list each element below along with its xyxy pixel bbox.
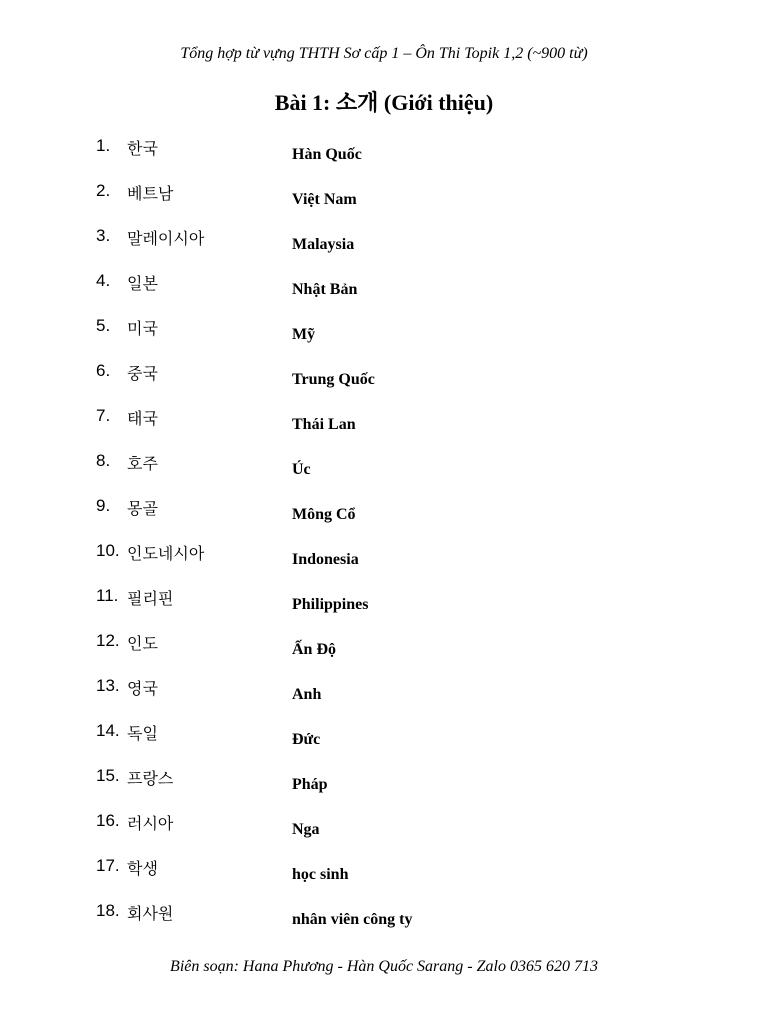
vocab-row <box>0 136 768 181</box>
vietnamese-meaning: học sinh <box>292 866 349 883</box>
korean-word: 태국 <box>127 409 158 428</box>
vietnamese-meaning: Ấn Độ <box>292 641 337 658</box>
vietnamese-meaning: Thái Lan <box>292 416 356 433</box>
vocab-row <box>0 676 768 721</box>
vocab-number: 8. <box>96 451 111 470</box>
korean-word: 베트남 <box>127 184 174 203</box>
vocab-row <box>0 856 768 901</box>
vietnamese-meaning: Nhật Bản <box>292 281 358 298</box>
page-header: Tổng hợp từ vựng THTH Sơ cấp 1 – Ôn Thi Topik 1,2 (~900 từ) <box>180 45 588 62</box>
vocab-number: 4. <box>96 271 111 290</box>
vocab-row <box>0 766 768 811</box>
vocab-number: 17. <box>96 856 120 875</box>
korean-word: 회사원 <box>127 904 174 923</box>
vocab-number: 12. <box>96 631 120 650</box>
vietnamese-meaning: Mông Cổ <box>292 506 356 523</box>
vietnamese-meaning: Mỹ <box>292 326 316 343</box>
korean-word: 영국 <box>127 679 158 698</box>
vietnamese-meaning: Malaysia <box>292 236 355 253</box>
page-footer: Biên soạn: Hana Phương - Hàn Quốc Sarang - Zalo 0365 620 713 <box>170 958 598 975</box>
vietnamese-meaning: Việt Nam <box>292 191 357 208</box>
korean-word: 독일 <box>127 724 158 743</box>
korean-word: 인도네시아 <box>127 544 205 563</box>
vietnamese-meaning: Đức <box>292 731 321 748</box>
vocab-row <box>0 361 768 406</box>
vocab-number: 2. <box>96 181 111 200</box>
vocab-row <box>0 271 768 316</box>
korean-word: 미국 <box>127 319 158 338</box>
vocab-number: 6. <box>96 361 111 380</box>
vietnamese-meaning: Trung Quốc <box>292 371 375 388</box>
vocab-row <box>0 901 768 946</box>
korean-word: 몽골 <box>127 499 158 518</box>
korean-word: 말레이시아 <box>127 229 205 248</box>
vocab-number: 1. <box>96 136 111 155</box>
vocab-number: 11. <box>96 586 119 605</box>
korean-word: 중국 <box>127 364 158 383</box>
vocab-number: 16. <box>96 811 120 830</box>
korean-word: 학생 <box>127 859 158 878</box>
vocab-number: 14. <box>96 721 120 740</box>
page-title: Bài 1: 소개 (Giới thiệu) <box>274 90 494 115</box>
vietnamese-meaning: Indonesia <box>292 551 359 568</box>
vocab-row <box>0 631 768 676</box>
vocab-number: 7. <box>96 406 111 425</box>
korean-word: 일본 <box>127 274 158 293</box>
korean-word: 한국 <box>127 139 158 158</box>
vocab-number: 18. <box>96 901 120 920</box>
vietnamese-meaning: Philippines <box>292 596 369 613</box>
vocab-row <box>0 451 768 496</box>
korean-word: 호주 <box>127 454 158 473</box>
vocab-row <box>0 541 768 586</box>
korean-word: 필리핀 <box>127 589 174 608</box>
korean-word: 프랑스 <box>127 769 174 788</box>
vocab-number: 15. <box>96 766 120 785</box>
korean-word: 러시아 <box>127 814 174 833</box>
vietnamese-meaning: Nga <box>292 821 320 838</box>
vocab-row <box>0 406 768 451</box>
vietnamese-meaning: Anh <box>292 686 322 703</box>
vocab-number: 10. <box>96 541 120 560</box>
vocab-number: 13. <box>96 676 120 695</box>
vocab-row <box>0 181 768 226</box>
vietnamese-meaning: Hàn Quốc <box>292 146 362 163</box>
vocab-row <box>0 721 768 766</box>
vietnamese-meaning: Úc <box>292 461 311 478</box>
vocab-number: 5. <box>96 316 111 335</box>
korean-word: 인도 <box>127 634 158 653</box>
vocab-number: 9. <box>96 496 111 515</box>
vocab-row <box>0 496 768 541</box>
vocab-row <box>0 226 768 271</box>
vocab-number: 3. <box>96 226 111 245</box>
vietnamese-meaning: Pháp <box>292 776 328 793</box>
vocab-row <box>0 811 768 856</box>
vietnamese-meaning: nhân viên công ty <box>292 911 413 928</box>
vocab-row <box>0 586 768 631</box>
vocab-row <box>0 316 768 361</box>
